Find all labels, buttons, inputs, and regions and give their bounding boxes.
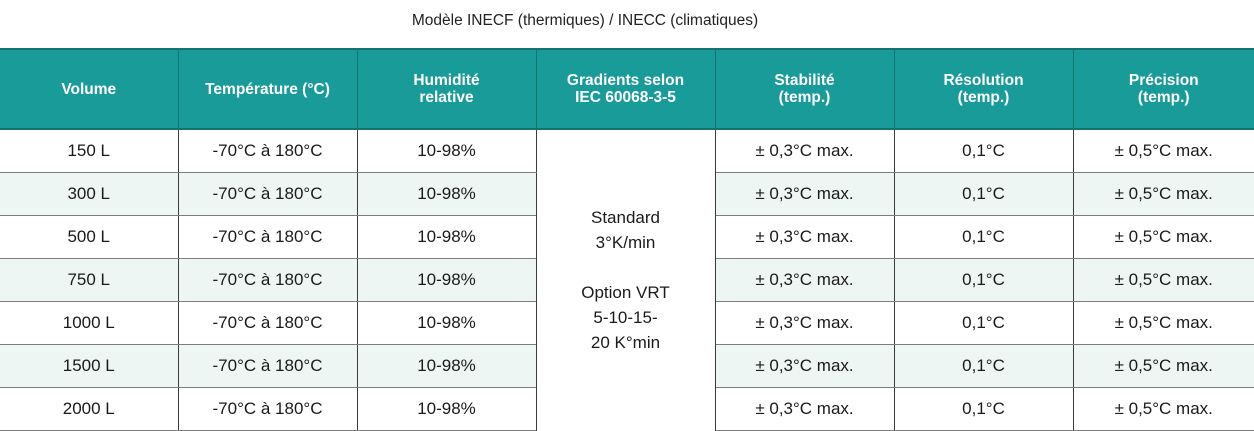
cell-volume: 1500 L [0, 345, 178, 388]
cell-temperature: -70°C à 180°C [178, 216, 357, 259]
cell-resolution: 0,1°C [894, 345, 1073, 388]
table-caption: Modèle INECF (thermiques) / INECC (climatiques) [411, 12, 759, 29]
header-precision [1073, 49, 1254, 129]
gradients-standard-value: 3°K/min [595, 233, 656, 253]
cell-volume: 750 L [0, 259, 178, 302]
header-humidity-line2: relative [419, 89, 474, 106]
cell-temperature: -70°C à 180°C [178, 259, 357, 302]
cell-gradients-merged [536, 129, 715, 431]
cell-precision: ± 0,5°C max. [1073, 345, 1254, 388]
header-stability-line1: Stabilité [774, 72, 835, 89]
cell-temperature: -70°C à 180°C [178, 302, 357, 345]
cell-temperature: -70°C à 180°C [178, 173, 357, 216]
gradients-option-line3: 20 K°min [590, 333, 661, 353]
cell-stability: ± 0,3°C max. [715, 216, 894, 259]
gradients-option-label: Option VRT [581, 283, 670, 303]
cell-temperature: -70°C à 180°C [178, 345, 357, 388]
gradients-option-line2: 5-10-15- [593, 308, 658, 328]
header-stability [715, 49, 894, 129]
cell-volume: 500 L [0, 216, 178, 259]
cell-precision: ± 0,5°C max. [1073, 129, 1254, 173]
cell-precision: ± 0,5°C max. [1073, 302, 1254, 345]
header-resolution-line1: Résolution [943, 72, 1024, 89]
cell-stability: ± 0,3°C max. [715, 388, 894, 431]
header-resolution-line2: (temp.) [957, 89, 1010, 106]
gradients-standard-label: Standard [591, 208, 660, 228]
cell-humidity: 10-98% [357, 129, 536, 173]
cell-stability: ± 0,3°C max. [715, 345, 894, 388]
cell-volume: 2000 L [0, 388, 178, 431]
cell-temperature: -70°C à 180°C [178, 129, 357, 173]
cell-volume: 150 L [0, 129, 178, 173]
header-stability-line2: (temp.) [778, 89, 831, 106]
cell-humidity: 10-98% [357, 173, 536, 216]
cell-humidity: 10-98% [357, 259, 536, 302]
header-humidity [357, 49, 536, 129]
spec-table [0, 48, 1254, 431]
cell-stability: ± 0,3°C max. [715, 302, 894, 345]
header-volume-label: Volume [61, 80, 117, 98]
cell-humidity: 10-98% [357, 302, 536, 345]
header-row [0, 49, 1254, 129]
header-gradients-line2: IEC 60068-3-5 [575, 89, 676, 106]
cell-stability: ± 0,3°C max. [715, 259, 894, 302]
cell-resolution: 0,1°C [894, 216, 1073, 259]
cell-resolution: 0,1°C [894, 259, 1073, 302]
header-humidity-line1: Humidité [413, 72, 480, 89]
cell-humidity: 10-98% [357, 345, 536, 388]
cell-humidity: 10-98% [357, 388, 536, 431]
cell-precision: ± 0,5°C max. [1073, 173, 1254, 216]
cell-stability: ± 0,3°C max. [715, 129, 894, 173]
cell-stability: ± 0,3°C max. [715, 173, 894, 216]
cell-precision: ± 0,5°C max. [1073, 216, 1254, 259]
cell-temperature: -70°C à 180°C [178, 388, 357, 431]
cell-precision: ± 0,5°C max. [1073, 259, 1254, 302]
header-temperature [178, 49, 357, 129]
cell-resolution: 0,1°C [894, 388, 1073, 431]
table-row [0, 129, 1254, 173]
header-temperature-label: Température (°C) [205, 80, 330, 98]
header-resolution [894, 49, 1073, 129]
cell-volume: 300 L [0, 173, 178, 216]
header-volume [0, 49, 178, 129]
header-gradients [536, 49, 715, 129]
table-body [0, 129, 1254, 431]
table-header [0, 49, 1254, 129]
cell-resolution: 0,1°C [894, 173, 1073, 216]
cell-resolution: 0,1°C [894, 302, 1073, 345]
header-gradients-line1: Gradients selon [566, 72, 685, 89]
cell-resolution: 0,1°C [894, 129, 1073, 173]
cell-humidity: 10-98% [357, 216, 536, 259]
cell-precision: ± 0,5°C max. [1073, 388, 1254, 431]
header-precision-line1: Précision [1128, 72, 1199, 89]
cell-volume: 1000 L [0, 302, 178, 345]
header-precision-line2: (temp.) [1137, 89, 1190, 106]
